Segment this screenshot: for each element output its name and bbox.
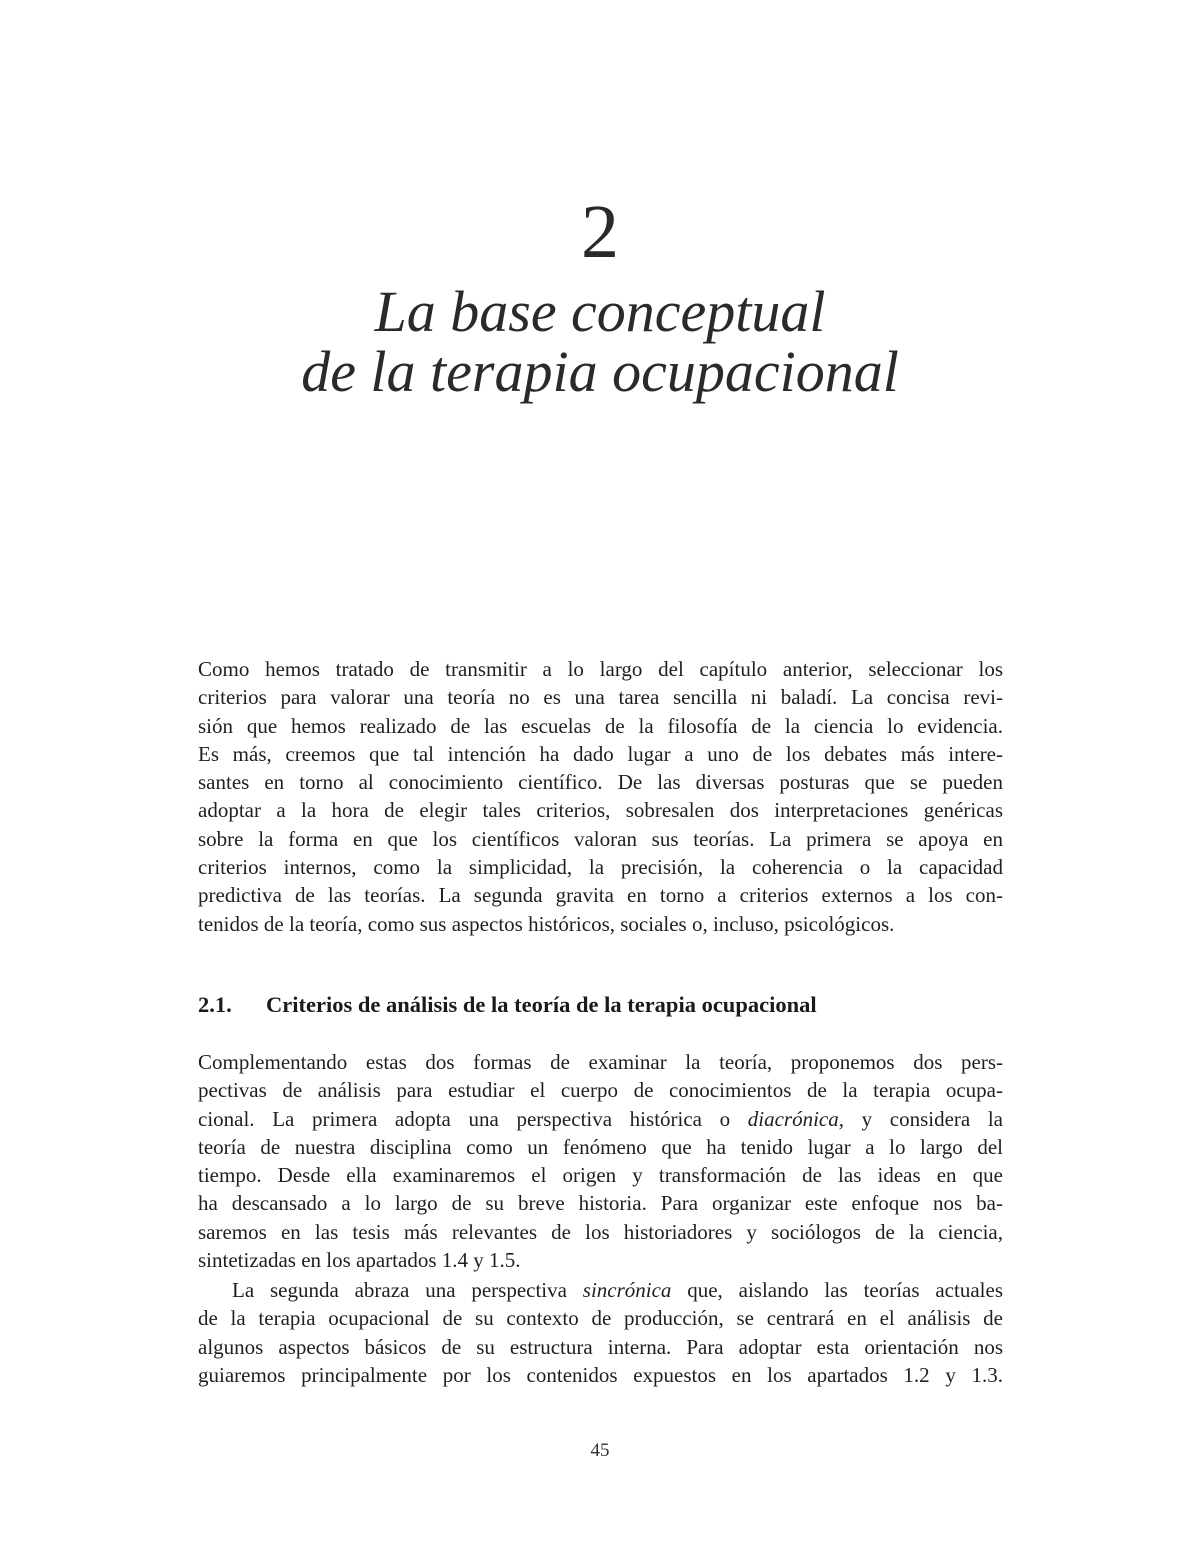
text-run: y considera la bbox=[844, 1106, 1004, 1131]
text-line: ha descansado a lo largo de su breve historia. Para organizar este enfoque nos ba- bbox=[198, 1191, 1003, 1216]
text-line: Es más, creemos que tal intención ha dado lugar a uno de los debates más intere- bbox=[198, 741, 1003, 766]
chapter-title-line-2: de la terapia ocupacional bbox=[301, 339, 899, 404]
text-line bbox=[198, 1276, 1003, 1304]
chapter-title-line-1: La base conceptual bbox=[374, 279, 826, 344]
text-run: cional. La primera adopta una perspectiva histórica o bbox=[198, 1106, 748, 1131]
text-line: criterios internos, como la simplicidad, la precisión, la coherencia o la capacidad bbox=[198, 855, 1003, 880]
section-paragraph-2 bbox=[198, 1276, 1003, 1389]
text-line: sintetizadas en los apartados 1.4 y 1.5. bbox=[198, 1248, 521, 1273]
section-number: 2.1. bbox=[198, 992, 232, 1017]
text-line: sión que hemos realizado de las escuelas de la filosofía de la ciencia lo evidencia. bbox=[198, 713, 1003, 738]
text-line: teoría de nuestra disciplina como un fenómeno que ha tenido lugar a lo largo del bbox=[198, 1134, 1003, 1159]
text-line: adoptar a la hora de elegir tales criterios, sobresalen dos interpretaciones genéricas bbox=[198, 798, 1003, 823]
text-line: saremos en las tesis más relevantes de los historiadores y sociólogos de la ciencia, bbox=[198, 1219, 1003, 1244]
text-run: La segunda abraza una perspectiva bbox=[232, 1278, 583, 1302]
intro-paragraph bbox=[198, 655, 1003, 938]
text-line bbox=[198, 1105, 1003, 1133]
section-title: Criterios de análisis de la teoría de la terapia ocupacional bbox=[266, 992, 817, 1017]
text-line: tenidos de la teoría, como sus aspectos históricos, sociales o, incluso, psicológicos. bbox=[198, 911, 895, 936]
section-paragraph-1 bbox=[198, 1048, 1003, 1274]
emphasized-term: diacrónica, bbox=[747, 1106, 844, 1131]
text-line: sobre la forma en que los científicos valoran sus teorías. La primera se apoya en bbox=[198, 826, 1003, 851]
section-heading bbox=[198, 992, 1003, 1018]
chapter-number: 2 bbox=[581, 190, 619, 274]
text-line: Complementando estas dos formas de examinar la teoría, proponemos dos pers- bbox=[198, 1050, 1003, 1074]
emphasized-term: sincrónica bbox=[582, 1278, 672, 1302]
text-line: tiempo. Desde ella examinaremos el origen y transformación de las ideas en que bbox=[198, 1163, 1003, 1188]
text-line: predictiva de las teorías. La segunda gravita en torno a criterios externos a los con- bbox=[198, 883, 1003, 908]
text-line: algunos aspectos básicos de su estructura interna. Para adoptar esta orientación nos bbox=[198, 1334, 1003, 1359]
text-run: que, aislando las teorías actuales bbox=[671, 1278, 1003, 1302]
text-line: guiaremos principalmente por los contenidos expuestos en los apartados 1.2 y 1.3. bbox=[198, 1362, 1003, 1387]
text-line: pectivas de análisis para estudiar el cuerpo de conocimientos de la terapia ocupa- bbox=[198, 1078, 1003, 1103]
page-number: 45 bbox=[590, 1440, 610, 1461]
text-line: de la terapia ocupacional de su contexto de producción, se centrará en el análisis de bbox=[198, 1306, 1003, 1331]
text-line: santes en torno al conocimiento científico. De las diversas posturas que se pueden bbox=[198, 770, 1003, 795]
text-line: Como hemos tratado de transmitir a lo largo del capítulo anterior, seleccionar los bbox=[198, 657, 1003, 681]
chapter-title bbox=[0, 279, 1200, 404]
text-line: criterios para valorar una teoría no es una tarea sencilla ni baladí. La concisa revi- bbox=[198, 685, 1003, 710]
